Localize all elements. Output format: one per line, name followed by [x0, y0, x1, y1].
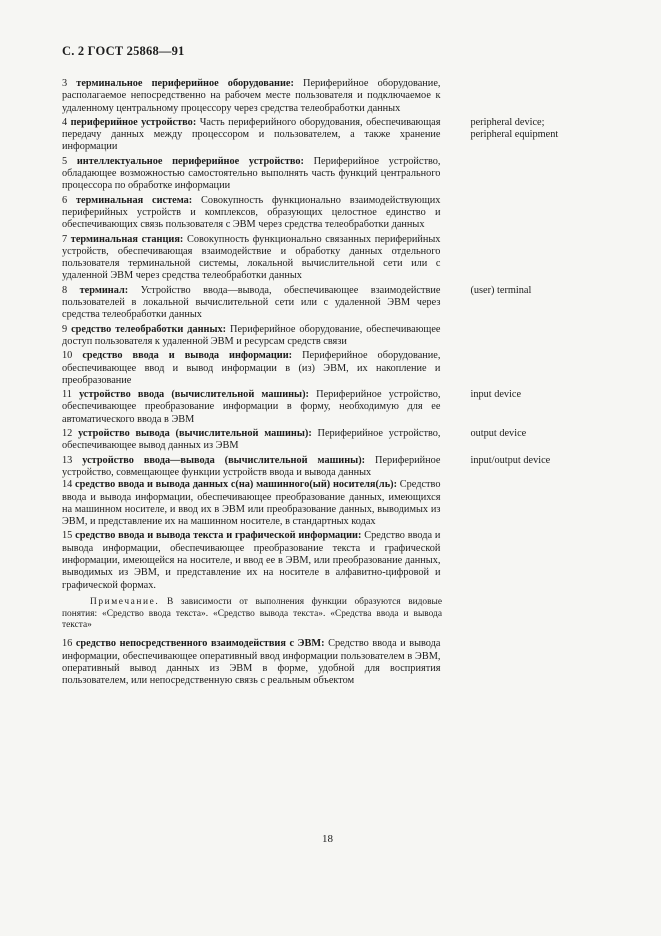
english-equivalent	[470, 195, 582, 232]
term-entry-8	[62, 285, 582, 322]
note	[62, 597, 442, 632]
entry-number: 7	[62, 233, 68, 245]
entry-term: устройство ввода (вычислительной машины):	[79, 389, 309, 401]
entry-term: интеллектуальное периферийное устройство:	[76, 155, 304, 167]
entry-term: терминальное периферийное оборудование:	[76, 78, 294, 89]
entry-definition: Периферийное устройство, совмещающее функции устройств ввода и вывода данных	[62, 454, 441, 478]
entry-definition: Часть периферийного оборудования, обеспечивающая передачу данных между процессором и пользователем, а также хранение информации	[62, 116, 441, 153]
term-entry-10	[62, 350, 582, 387]
entry-definition: Средство ввода и вывода информации, обеспечивающее преобразование текста и графической информации, имеющейся на носителе, и ввод ее в ЭВМ, или преобразование данных, выводимых из ЭВМ, и представление их на носителе в алфавитно-цифровой и графической формах.	[62, 530, 441, 591]
entry-number: 14	[62, 479, 73, 491]
entry-number: 3	[62, 78, 68, 89]
english-equivalent	[470, 324, 582, 349]
entry-definition: Совокупность функционально связанных периферийных устройств, обеспечивающая взаимодействие и обработку данных отдельного пользователя терминальной системы, локальной вычислительной сети или с удаленной ЭВМ через средства телеобработки данных	[62, 233, 441, 282]
english-equivalent	[470, 638, 582, 687]
entry-definition: Средство ввода и вывода информации, обеспечивающее преобразование данных, имеющихся на машинном носителе, и ввод их в ЭВМ или преобразование данных, выводимых из ЭВМ, и представление их на машинном носителе, в стандартных кодах	[62, 479, 441, 528]
english-equivalent: output device	[470, 428, 527, 440]
page-header: С. 2 ГОСТ 25868—91	[62, 44, 185, 58]
term-entry-7	[62, 234, 582, 283]
entry-definition: Периферийное устройство, обладающее возможностью самостоятельно выполнять часть функций центрального процессора по обработке информации	[62, 155, 441, 192]
term-entry-11	[62, 389, 582, 426]
entry-definition: Периферийное оборудование, обеспечивающее ввод и вывод информации в (из) ЭВМ, их накопление и преобразование	[62, 350, 441, 386]
term-entry-16	[62, 638, 582, 687]
entry-number: 8	[62, 284, 68, 296]
entry-definition: Периферийное оборудование, располагаемое непосредственно на рабочем месте пользователя и подключаемое к удаленному центральному процессору через средства телеобработки данных	[62, 78, 441, 114]
entry-number: 12	[62, 428, 73, 440]
english-equivalent: input/output device	[470, 454, 551, 466]
english-equivalent	[470, 530, 582, 591]
english-equivalent	[470, 234, 582, 283]
english-equivalent: (user) terminal	[470, 284, 532, 296]
entry-definition: Периферийное оборудование, обеспечивающее доступ пользователя к удаленной ЭВМ и ресурсам средств связи	[62, 323, 441, 347]
note-label: Примечание.	[90, 596, 160, 607]
entry-term: средство телеобработки данных:	[71, 323, 227, 335]
entry-term: терминал:	[79, 284, 129, 296]
term-entry-14	[62, 479, 582, 528]
entry-number: 9	[62, 323, 68, 335]
entry-number: 4	[62, 116, 68, 128]
term-entry-5	[62, 156, 582, 193]
entry-term: устройство ввода—вывода (вычислительной машины):	[82, 454, 366, 466]
entry-term: устройство вывода (вычислительной машины):	[78, 428, 312, 440]
entry-number: 16	[62, 638, 73, 650]
term-list	[62, 78, 582, 687]
term-entry-13	[62, 455, 582, 480]
entry-number: 13	[62, 454, 73, 466]
term-entry-12	[62, 428, 582, 453]
entry-term: средство непосредственного взаимодействия с ЭВМ:	[75, 638, 325, 650]
entry-number: 15	[62, 530, 73, 542]
entry-definition: Средство ввода и вывода информации, обеспечивающее оперативный ввод информации пользователем в ЭВМ, оперативный вывод данных из ЭВМ в форме, удобной для восприятия пользователем, или непосредственную связь с реальным объектом	[62, 638, 441, 687]
entry-number: 11	[62, 389, 72, 401]
entry-number: 6	[62, 194, 68, 206]
english-equivalent	[470, 350, 582, 387]
english-equivalent	[470, 156, 582, 193]
term-entry-9	[62, 324, 582, 349]
entry-definition: Совокупность функционально взаимодействующих периферийных устройств и комплексов, образующих целостное единство и обеспечивающих связь пользователя с ЭВМ через средства телеобработки данных	[62, 194, 441, 231]
entry-definition: Устройство ввода—вывода, обеспечивающее взаимодействие пользователей в локальной вычислительной сети или с удаленной ЭВМ через средства телеобработки данных	[62, 284, 441, 321]
entry-term: средство ввода и вывода информации:	[82, 350, 293, 362]
english-equivalent: input device	[470, 389, 522, 401]
entry-term: терминальная система:	[75, 194, 193, 206]
entry-number: 5	[62, 155, 68, 167]
entry-number: 10	[62, 350, 73, 362]
entry-term: терминальная станция:	[70, 233, 184, 245]
english-equivalent: peripheral device; peripheral equipment	[470, 116, 559, 141]
term-entry-4	[62, 117, 582, 154]
entry-term: средство ввода и вывода данных с(на) машинного(ый) носителя(ль):	[75, 479, 398, 491]
entry-term: периферийное устройство:	[70, 116, 197, 128]
english-equivalent	[470, 479, 582, 528]
entry-term: средство ввода и вывода текста и графической информации:	[75, 530, 362, 542]
term-entry-6	[62, 195, 582, 232]
term-entry-15	[62, 530, 582, 591]
term-entry-3	[62, 78, 582, 115]
note-text: В зависимости от выполнения функции образуются видовые понятия: «Средство ввода текста». «Средство вывода текста». «Средства ввода и вывода текста»	[62, 596, 442, 631]
page-number: 18	[322, 833, 333, 845]
entry-definition: Периферийное устройство, обеспечивающее вывод данных из ЭВМ	[62, 428, 441, 452]
english-equivalent	[470, 78, 582, 115]
entry-definition: Периферийное устройство, обеспечивающее преобразование информации в форму, необходимую для ее автоматического ввода в ЭВМ	[62, 389, 441, 425]
